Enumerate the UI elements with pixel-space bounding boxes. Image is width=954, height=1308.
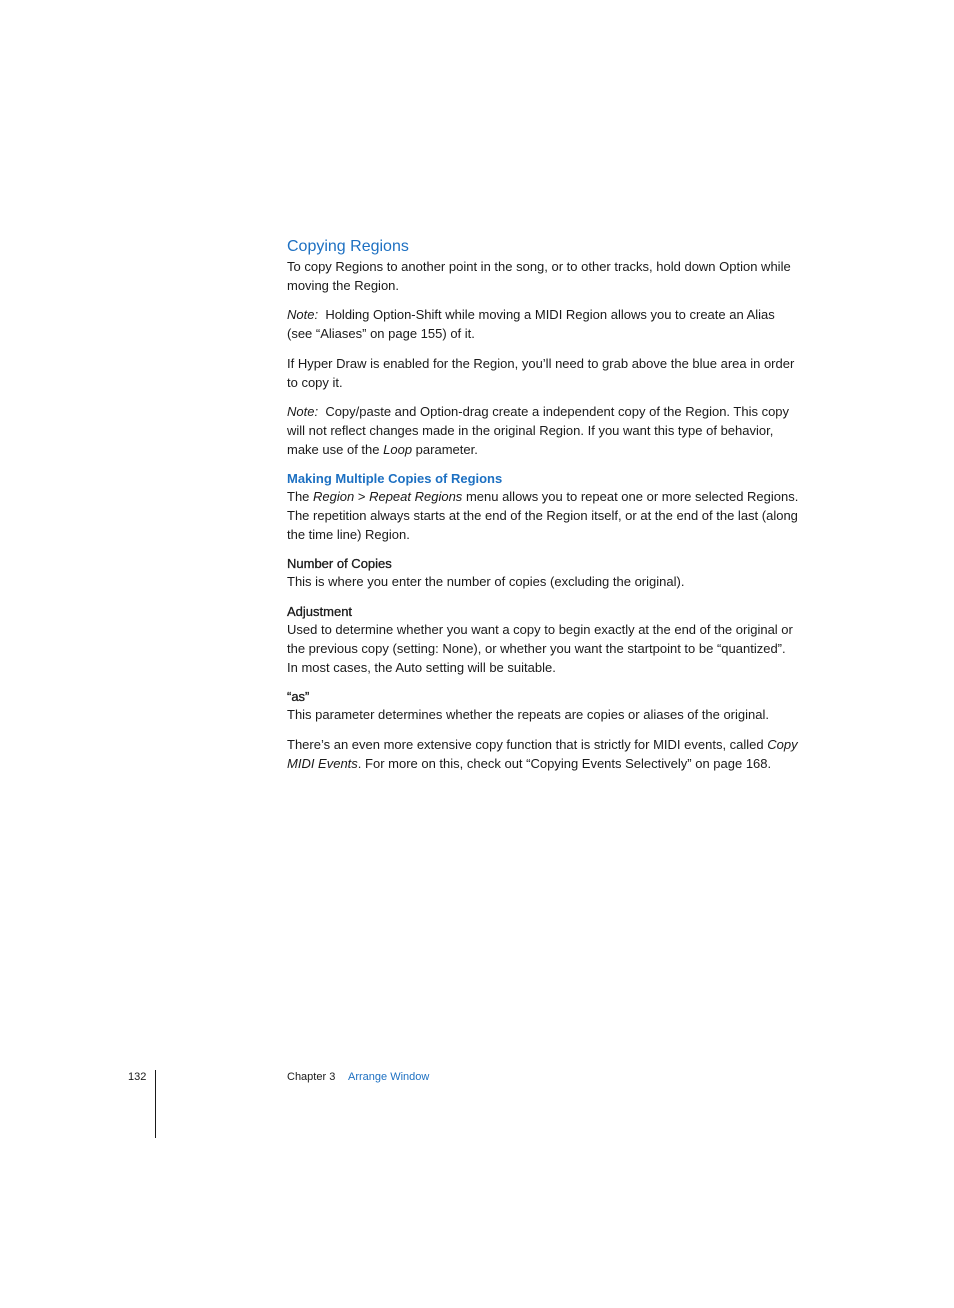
- intro-paragraph: To copy Regions to another point in the song, or to other tracks, hold down Option while moving the Region.: [287, 259, 791, 293]
- copy-midi-events-paragraph: [287, 736, 799, 773]
- text-run: . For more on this, check out “Copying Events Selectively” on page 168.: [357, 755, 772, 771]
- note-text-end: parameter.: [415, 441, 478, 457]
- text-run: menu allows you to repeat one or more selected Regions. The repetition always starts at the end of the Region itself, or at the end of the last (along the time line) Region.: [287, 489, 799, 542]
- footer-chapter-title: Arrange Window: [348, 1071, 430, 1083]
- text-run: The: [287, 489, 310, 505]
- subsection-title: Making Multiple Copies of Regions: [287, 471, 503, 487]
- section-title: Copying Regions: [287, 238, 409, 255]
- loop-term: Loop: [383, 441, 413, 457]
- menu-region: Region: [313, 489, 355, 505]
- note-text: Copy/paste and Option-drag create a independent copy of the Region. This copy will not reflect changes made in the original Region. If you want this type of behavior, make use of the: [287, 404, 790, 457]
- note-paragraph: [287, 306, 799, 343]
- menu-repeat-regions: Repeat Regions: [369, 489, 463, 505]
- note-label: Note:: [287, 307, 319, 323]
- number-of-copies-text: This is where you enter the number of copies (excluding the original).: [287, 574, 685, 590]
- text-run: There’s an even more extensive copy function that is strictly for MIDI events, called: [287, 736, 764, 752]
- hyper-draw-paragraph: If Hyper Draw is enabled for the Region, you’ll need to grab above the blue area in order to copy it.: [287, 355, 795, 390]
- page-number: 132: [128, 1071, 147, 1083]
- adjustment-text: Used to determine whether you want a copy to begin exactly at the end of the original or the previous copy (setting: None), or whether you want the startpoint to be “quantized”. In most cases, the Auto setting will be suitable.: [287, 622, 793, 675]
- number-of-copies-heading: Number of Copies: [287, 556, 392, 572]
- note-label: Note:: [287, 404, 319, 420]
- footer-divider: [155, 1070, 156, 1138]
- as-text: This parameter determines whether the repeats are copies or aliases of the original.: [287, 707, 769, 723]
- page-content: [287, 236, 799, 773]
- repeat-regions-paragraph: [287, 488, 799, 544]
- adjustment-heading: Adjustment: [287, 604, 353, 620]
- copy-midi-events-term: Copy MIDI Events: [287, 736, 798, 771]
- note-paragraph: [287, 403, 799, 459]
- note-text: Holding Option-Shift while moving a MIDI Region allows you to create an Alias (see “Aliases” on page 155) of it.: [287, 307, 775, 342]
- footer-chapter: Chapter 3: [287, 1071, 336, 1083]
- menu-separator: >: [357, 489, 366, 505]
- as-heading: “as”: [287, 689, 310, 705]
